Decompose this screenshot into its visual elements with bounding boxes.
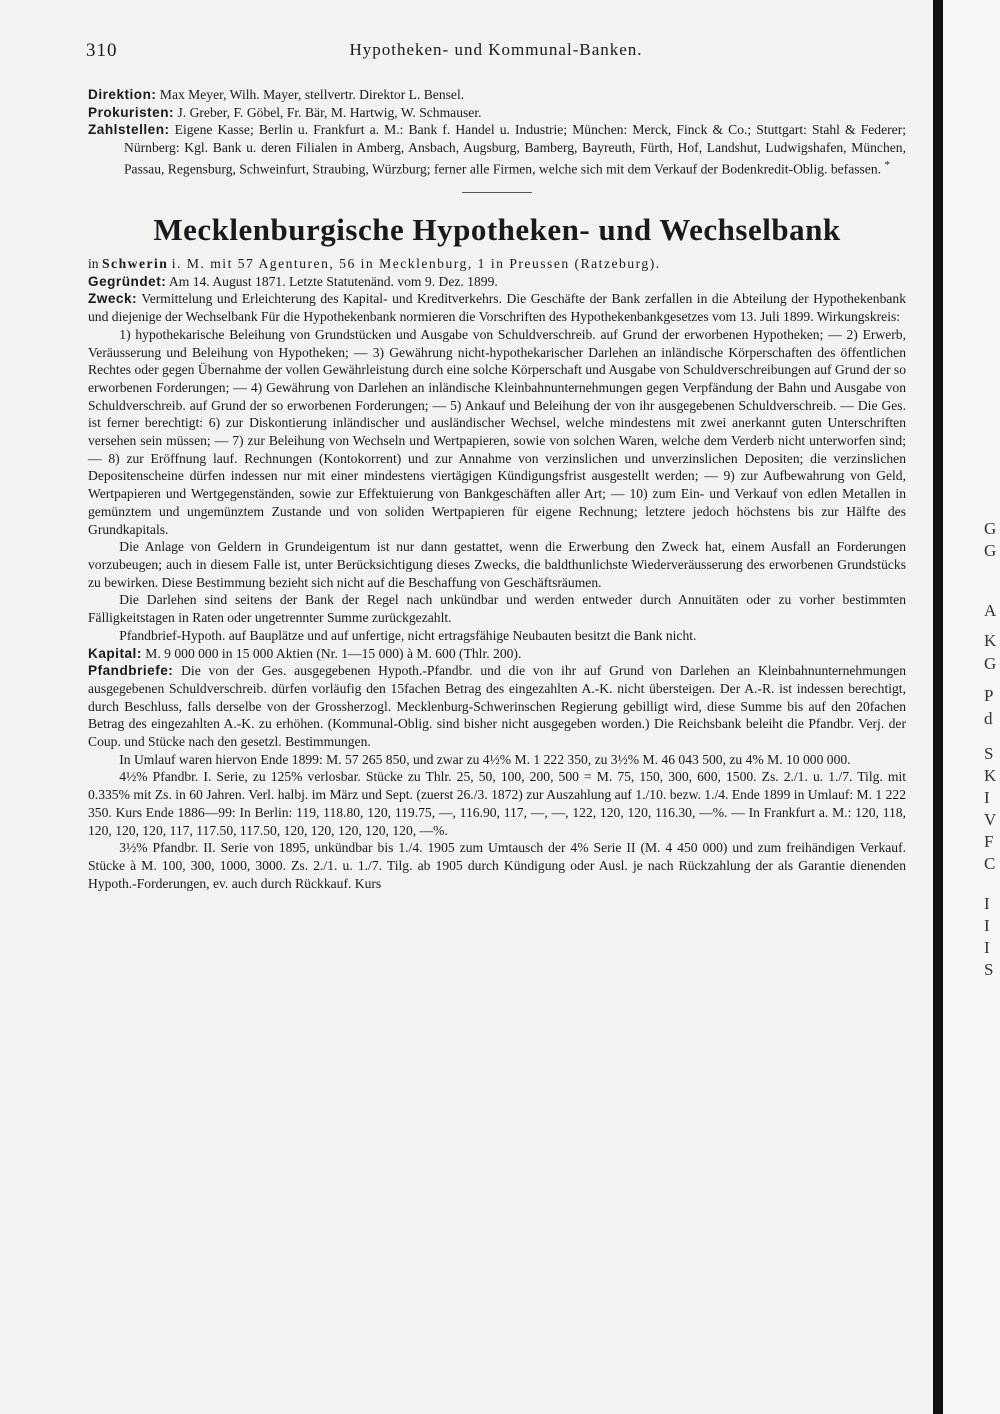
bleed-letter: C — [984, 854, 996, 873]
bleed-letter: K — [984, 631, 997, 650]
pfandbriefe-entry — [88, 662, 906, 751]
pfandbriefe-label: Pfandbriefe: — [88, 663, 174, 679]
location-prefix: in — [88, 256, 99, 272]
zahlstellen-label: Zahlstellen: — [88, 122, 170, 138]
bleed-letter: G — [984, 519, 997, 538]
zahlstellen-text: Eigene Kasse; Berlin u. Frankfurt a. M.: Bank f. Handel u. Industrie; München: Merck, Finck & Co.; Stuttgart: Stahl & Federer; Nürnberg: Kgl. Bank u. deren Filialen in Amberg, Ansbach, Augsburg, Bamberg, Bayreuth, Fürth, Hof, Landshut, Ludwigshafen, München, Passau, Regensburg, Schweinfurt, Straubing, Würzburg; ferner alle Firmen, welche sich mit dem Verkauf der Bodenkredit-Oblig. befassen. — [124, 122, 906, 177]
bleed-letter: S — [984, 744, 994, 763]
page-number: 310 — [86, 40, 118, 61]
bleed-letter: V — [984, 810, 997, 829]
zweck-paragraph: Pfandbrief-Hypoth. auf Bauplätze und auf unfertige, nicht ertragsfähige Neubauten besitzt die Bank nicht. — [119, 627, 697, 643]
bleed-letter: K — [984, 766, 997, 785]
bleed-letter: I — [984, 894, 990, 913]
prokuristen-text: J. Greber, F. Göbel, Fr. Bär, M. Hartwig, W. Schmauser. — [177, 104, 482, 120]
bleed-letter: G — [984, 541, 997, 560]
pfandbriefe-paragraph: 3½% Pfandbr. II. Serie von 1895, unkündbar bis 1./4. 1905 zum Umtausch der 4% Serie II (M. 4 450 000) und zum freihändigen Verkauf. Stücke à M. 100, 300, 1000, 3000. Zs. 2./1. u. 1./7. Tilg. ab 1905 durch Kündigung oder Ausl. je nach Rückzahlung der als Garantie dienenden Hypoth.-Forderungen, ev. auch durch Rückkauf. Kurs — [88, 840, 906, 891]
page-header — [86, 36, 906, 66]
bleed-letter: G — [984, 654, 997, 673]
location-rest: i. M. mit 57 Agenturen, 56 in Mecklenburg, 1 in Preussen (Ratzeburg). — [171, 256, 661, 272]
kapital-label: Kapital: — [88, 645, 142, 661]
pfandbriefe-paragraph: In Umlauf waren hiervon Ende 1899: M. 57 265 850, und zwar zu 4½% M. 1 222 350, zu 3½% M. 46 043 500, zu 4% M. 10 000 000. — [119, 751, 851, 767]
gegruendet-text: Am 14. August 1871. Letzte Statutenänd. vom 9. Dez. 1899. — [168, 273, 498, 289]
bleed-letter: P — [984, 686, 994, 705]
prokuristen-label: Prokuristen: — [88, 104, 175, 120]
footnote-star: * — [884, 158, 890, 171]
bleed-letter: F — [984, 832, 994, 851]
direktion-entry — [88, 86, 906, 104]
zweck-entry — [88, 290, 906, 325]
kapital-text: M. 9 000 000 in 15 000 Aktien (Nr. 1—15 000) à M. 600 (Thlr. 200). — [145, 645, 522, 661]
kapital-entry — [88, 645, 906, 663]
bleed-letter: I — [984, 788, 990, 807]
zweck-label: Zweck: — [88, 291, 138, 307]
prokuristen-entry — [88, 104, 906, 122]
gegruendet-entry — [88, 273, 906, 291]
gegruendet-label: Gegründet: — [88, 273, 167, 289]
page-content — [88, 86, 906, 892]
next-page-strip — [943, 0, 1000, 1414]
zweck-paragraph: Die Anlage von Geldern in Grundeigentum ist nur dann gestattet, wenn die Erwerbung den Zweck hat, einem Ausfall an Forderungen vorzubeugen; auch in diesem Falle ist, unter Berücksichtigung dieses Zwecks, die baldthunlichste Wiederveräusserung des erworbenen Grundstücks zu bewirken. Diese Bestimmung bezieht sich nicht auf die Beschaffung von Geschäftsräumen. — [88, 539, 906, 590]
bleed-letter: A — [984, 601, 997, 620]
bleed-letter: I — [984, 916, 990, 935]
binding-edge — [933, 0, 943, 1414]
running-title: Hypotheken- und Kommunal-Banken. — [349, 40, 643, 59]
pfandbriefe-text: Die von der Ges. ausgegebenen Hypoth.-Pfandbr. und die von ihr auf Grund von Darlehen an Kleinbahnunternehmungen ausgegebenen Schuldverschreib. dürfen vorläufig den 15fachen Betrag des eingezahlten A.-K. nicht übersteigen. Der A.-R. ist indessen berechtigt, durch Beschluss, falls derselbe von der Grossherzogl. Mecklenburg-Schwerinschen Regierung gebilligt wird, diese Summe bis auf den 20fachen Betrag des eingezahlten A.-K. zu erhöhen. (Kommunal-Oblig. sind bisher nicht ausgegeben worden.) Die Reichsbank beleiht die Pfandbr. Verj. der Coup. und Stücke nach den gesetzl. Bestimmungen. — [88, 663, 906, 750]
bank-location — [88, 255, 906, 273]
bleed-letter: d — [984, 709, 993, 728]
zweck-paragraph: Die Darlehen sind seitens der Bank der Regel nach unkündbar und werden entweder durch Annuitäten oder zu vorher bestimmten Fälligkeitstagen in Raten oder ungetrennter Summe zurückgezahlt. — [88, 592, 906, 626]
section-divider — [462, 192, 532, 193]
direktion-text: Max Meyer, Wilh. Mayer, stellvertr. Direktor L. Bensel. — [159, 87, 465, 102]
bleed-letter: I — [984, 938, 990, 957]
zweck-text: Vermittelung und Erleichterung des Kapital- und Kreditverkehrs. Die Geschäfte der Bank zerfallen in die Abteilung der Hypothekenbank und diejenige der Wechselbank Für die Hypothekenbank normieren die Vorschriften des Hypothekenbankgesetzes vom 13. Juli 1899. Wirkungskreis: — [88, 291, 907, 325]
zahlstellen-entry — [88, 121, 906, 178]
direktion-label: Direktion: — [88, 87, 157, 102]
location-city: Schwerin — [101, 256, 169, 272]
pfandbriefe-paragraph: 4½% Pfandbr. I. Serie, zu 125% verlosbar. Stücke zu Thlr. 25, 50, 100, 200, 500 = M. 75, 150, 300, 600, 1500. Zs. 2./1. u. 1./7. Tilg. mit 0.335% mit Zs. in 60 Jahren. Verl. halbj. im März und Sept. (zuerst 26./3. 1872) zur Auszahlung auf 1./10. bezw. 1./4. Ende 1899 in Umlauf: M. 1 222 350. Kurs Ende 1886—99: In Berlin: 119, 118.80, 120, 119.75, —, 116.90, 117, —, —, 122, 120, 120, 116.30, —%. — In Frankfurt a. M.: 120, 118, 120, 120, 120, 117, 117.50, 117.50, 120, 120, 120, 120, 120, —%. — [88, 769, 906, 838]
bleed-letter: S — [984, 960, 994, 979]
zweck-paragraph: 1) hypothekarische Beleihung von Grundstücken und Ausgabe von Schuldverschreib. auf Grund der erworbenen Hypotheken; — 2) Erwerb, Veräusserung und Beleihung von Hypotheken; — 3) Gewährung nicht-hypothekarischer Darlehen an inländische Körperschaften des öffentlichen Rechtes oder gegen Übernahme der vollen Gewährleistung durch eine solche Körperschaft und Ausgabe von Schuldverschreibungen auf Grund der so erworbenen Forderungen; — 4) Gewährung von Darlehen an inländische Kleinbahnunternehmungen gegen Verpfändung der Bahn und Ausgabe von Schuldverschreib. auf Grund der so erworbenen Forderungen; — 5) Ankauf und Beleihung der von ihr ausgegebenen Schuldverschreib. — Die Ges. ist ferner berechtigt: 6) zur Diskontierung inländischer und ausländischer Wechsel, welche mindestens mit zwei anerkannt guten Unterschriften versehen sein müssen; — 7) zur Beleihung von Wechseln und Wertpapieren, sowie von solchen Waren, welche dem Verderb nicht unterworfen sind; — 8) zur Eröffnung lauf. Rechnungen (Kontokorrent) und zur Annahme von verzinslichen und unverzinslichen Depositen; die verzinslichen Depositenscheine dürfen indessen nur mit einer mindestens viertägigen Kündigungsfrist ausgestellt werden; — 9) zur Aufbewahrung von Geld, Wertpapieren und Wertgegenständen, sowie zur Effektuierung von Bankgeschäften aller Art; — 10) zum Ein- und Verkauf von edlen Metallen in gemünztem und ungemünztem Zustande und von soliden Wertpapieren für eigene Rechnung; letztere jedoch höchstens bis zur Hälfte des Grundkapitals. — [88, 326, 906, 537]
bank-title: Mecklenburgische Hypotheken- und Wechselbank — [153, 212, 841, 248]
